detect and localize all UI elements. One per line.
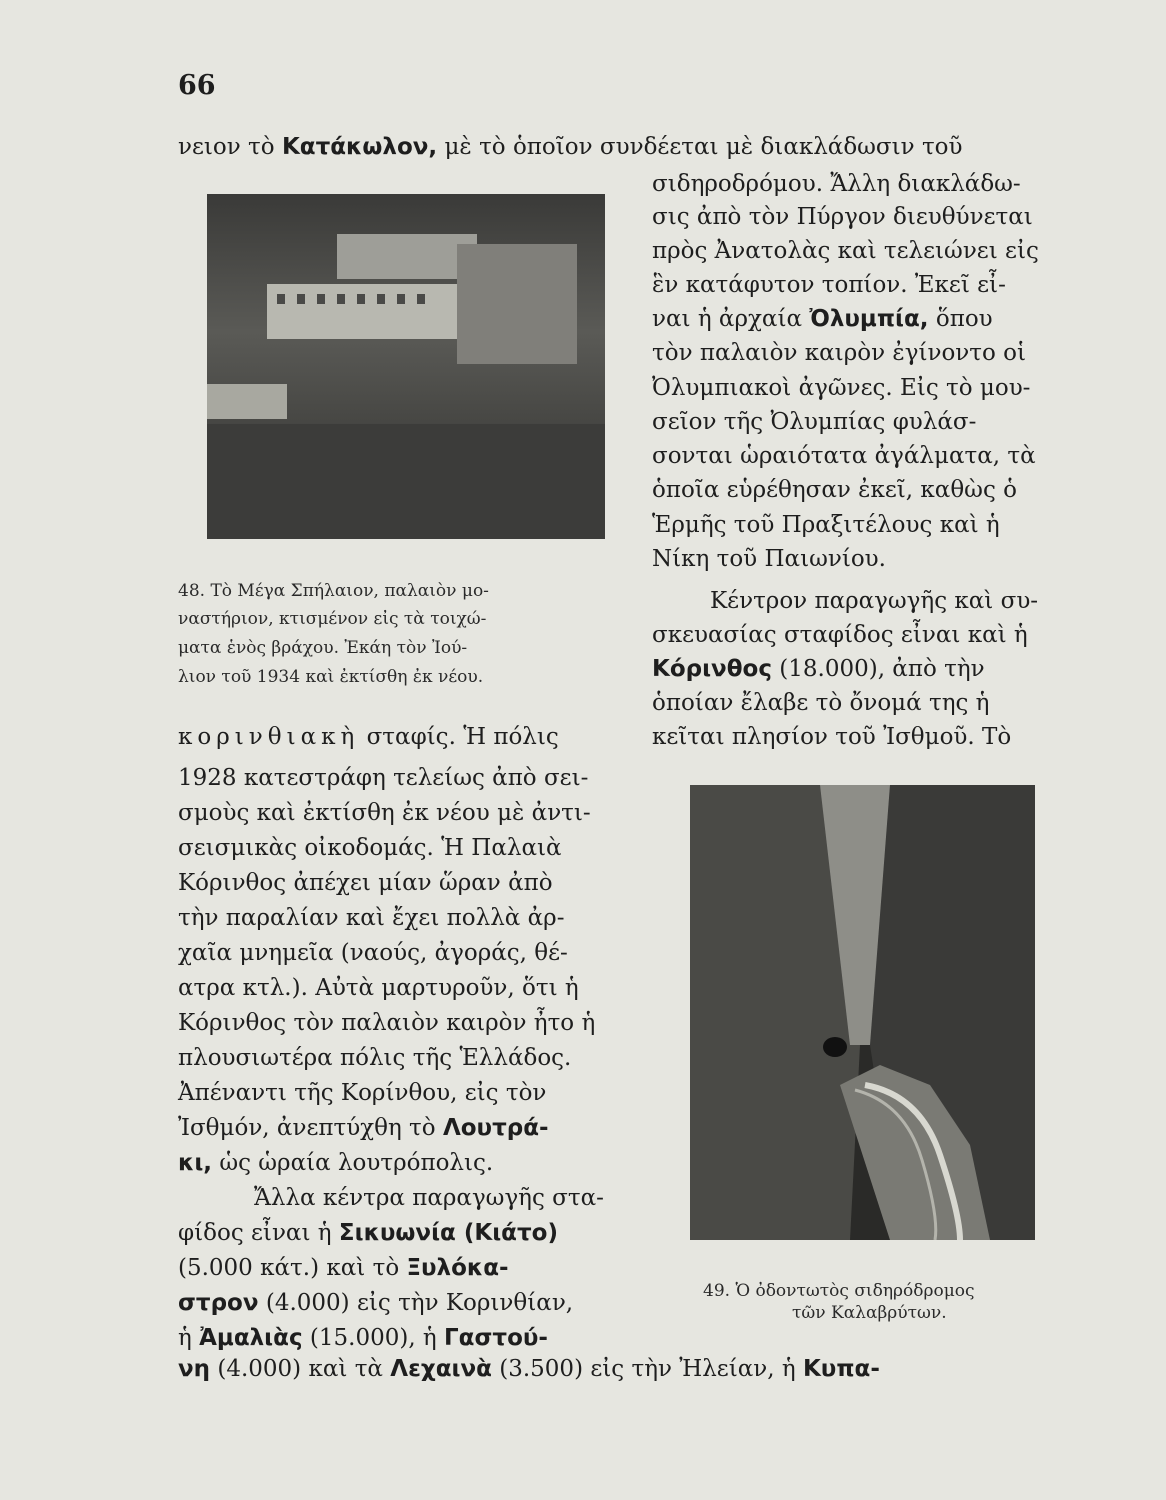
figure-49-caption-line: 49. Ὁ ὀδοντωτὸς σιδηρόδρομος	[703, 1281, 975, 1301]
text-line: χαῖα μνημεῖα (ναούς, ἀγοράς, θέ-	[178, 940, 568, 966]
text-line: ἓν κατάφυτον τοπίον. Ἐκεῖ εἶ-	[652, 272, 1006, 298]
figure-49-photo	[690, 785, 1035, 1240]
text-line: ναι ἡ ἀρχαία Ὀλυμπία, ὅπου	[652, 306, 993, 332]
figure-48-caption-line: 48. Τὸ Μέγα Σπήλαιον, παλαιὸν μο-	[178, 581, 489, 601]
text-line: ἡ Ἀμαλιὰς (15.000), ἡ Γαστού-	[178, 1325, 548, 1351]
text-line: Κόρινθος (18.000), ἀπὸ τὴν	[652, 656, 985, 682]
text-line: τὸν παλαιὸν καιρὸν ἐγίνοντο οἱ	[652, 340, 1027, 366]
text-line: Ἀπέναντι τῆς Κορίνθου, εἰς τὸν	[178, 1080, 547, 1106]
text-line: ὁποῖα εὑρέθησαν ἐκεῖ, καθὼς ὁ	[652, 477, 1017, 503]
text-line: σκευασίας σταφίδος εἶναι καὶ ἡ	[652, 622, 1028, 648]
text-line: σιδηροδρόμου. Ἄλλη διακλάδω-	[652, 171, 1021, 197]
text-line: Ἑρμῆς τοῦ Πραξιτέλους καὶ ἡ	[652, 512, 1000, 538]
text-line: κι, ὡς ὡραία λουτρόπολις.	[178, 1150, 494, 1176]
text-line: Κέντρον παραγωγῆς καὶ συ-	[710, 588, 1039, 614]
text-line: (5.000 κάτ.) καὶ τὸ Ξυλόκα-	[178, 1255, 509, 1281]
text-line: Κόρινθος ἀπέχει μίαν ὥραν ἀπὸ	[178, 870, 553, 896]
text-line: σεῖον τῆς Ὀλυμπίας φυλάσ-	[652, 409, 977, 435]
text-line: ατρα κτλ.). Αὐτὰ μαρτυροῦν, ὅτι ἡ	[178, 975, 579, 1001]
text-line: Νίκη τοῦ Παιωνίου.	[652, 546, 886, 572]
text-line: νη (4.000) καὶ τὰ Λεχαινὰ (3.500) εἰς τὴν Ἠλείαν, ἡ Κυπα-	[178, 1356, 880, 1382]
page-number: 66	[178, 70, 216, 101]
text-line: Ὀλυμπιακοὶ ἀγῶνες. Εἰς τὸ μου-	[652, 375, 1031, 401]
text-line: σεισμικὰς οἰκοδομάς. Ἡ Παλαιὰ	[178, 835, 562, 861]
text-line: πρὸς Ἀνατολὰς καὶ τελειώνει εἰς	[652, 238, 1039, 264]
figure-48-caption-line: ματα ἑνὸς βράχου. Ἐκάη τὸν Ἰού-	[178, 638, 468, 658]
text-line: 1928 κατεστράφη τελείως ἀπὸ σει-	[178, 765, 589, 791]
text-line: Κόρινθος τὸν παλαιὸν καιρὸν ἦτο ἡ	[178, 1010, 596, 1036]
text-line: σμοὺς καὶ ἐκτίσθη ἐκ νέου μὲ ἀντι-	[178, 800, 591, 826]
figure-49-caption-line: τῶν Καλαβρύτων.	[792, 1303, 947, 1323]
figure-48-photo	[207, 194, 605, 539]
text-line: κεῖται πλησίον τοῦ Ἰσθμοῦ. Τὸ	[652, 724, 1012, 750]
text-line: στρον (4.000) εἰς τὴν Κορινθίαν,	[178, 1290, 574, 1316]
text-line: φίδος εἶναι ἡ Σικυωνία (Κιάτο)	[178, 1220, 558, 1246]
text-line: κορινθιακὴ σταφίς. Ἡ πόλις	[178, 724, 559, 750]
text-line: ὁποίαν ἔλαβε τὸ ὄνομά της ἡ	[652, 690, 990, 716]
figure-48-caption-line: λιον τοῦ 1934 καὶ ἐκτίσθη ἐκ νέου.	[178, 667, 484, 687]
text-line: Ἰσθμόν, ἀνεπτύχθη τὸ Λουτρά-	[178, 1115, 549, 1141]
text-line: πλουσιωτέρα πόλις τῆς Ἑλλάδος.	[178, 1045, 572, 1071]
text-line: σις ἀπὸ τὸν Πύργον διευθύνεται	[652, 204, 1033, 230]
text-line: τὴν παραλίαν καὶ ἔχει πολλὰ ἀρ-	[178, 905, 565, 931]
text-line: Ἄλλα κέντρα παραγωγῆς στα-	[254, 1185, 604, 1211]
figure-48-caption-line: ναστήριον, κτισμένον εἰς τὰ τοιχώ-	[178, 609, 487, 629]
text-line: νειον τὸ Κατάκωλον, μὲ τὸ ὁποῖον συνδέεται μὲ διακλάδωσιν τοῦ	[178, 134, 963, 160]
text-line: σονται ὡραιότατα ἀγάλματα, τὰ	[652, 443, 1036, 469]
